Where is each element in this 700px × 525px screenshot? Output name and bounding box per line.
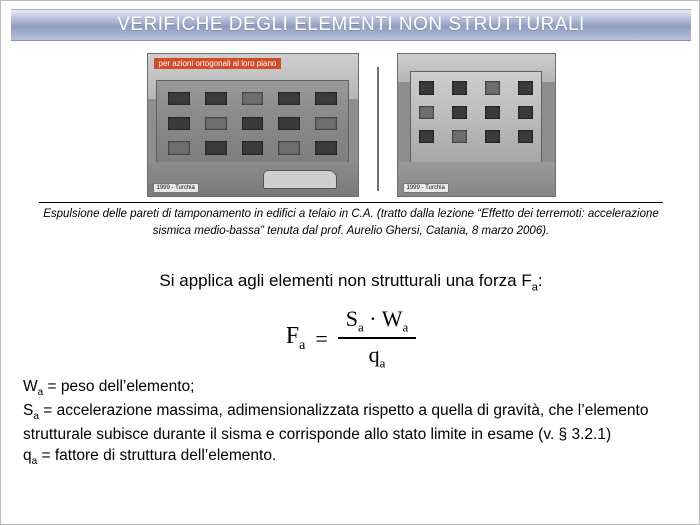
photo-window [485, 106, 500, 119]
photo-window [315, 92, 337, 105]
images-row [1, 53, 700, 201]
figure-caption: Espulsione delle pareti di tamponamento in edifici a telaio in C.A. (tratto dalla lezione “Effetto dei terremoti: accelerazione sismica medio-bassa” tenuta dal prof. Aurelio Ghersi, Catania, 8 marzo 2006). [43, 208, 659, 237]
definition-text: = fattore di struttura dell’elemento. [37, 447, 277, 465]
formula-fraction [338, 306, 417, 371]
photo-window [518, 106, 533, 119]
definition-subscript: a [31, 456, 38, 468]
photo-window-row [168, 92, 336, 105]
formula-num-dot: · [369, 306, 377, 331]
photo-window [518, 81, 533, 94]
definition-item [23, 376, 683, 400]
photo-left [147, 53, 359, 197]
photo-window [419, 106, 434, 119]
lead-subscript: a [531, 281, 538, 294]
photo-right [397, 53, 556, 197]
formula [1, 306, 700, 371]
photo-window [452, 130, 467, 143]
photo-window [205, 92, 227, 105]
photo-window [419, 130, 434, 143]
photo-window [278, 117, 300, 130]
photo-window-row [419, 106, 533, 119]
slide-title-bar [11, 9, 691, 41]
lead-text-after: : [537, 271, 543, 290]
photo-window [168, 117, 190, 130]
formula-num-s: S [345, 306, 358, 331]
photo-window [419, 81, 434, 94]
formula-num-w-sub: a [402, 319, 409, 335]
photo-window [452, 81, 467, 94]
definitions-list [23, 376, 683, 469]
definition-subscript: a [37, 387, 44, 399]
photo-left-bottom-label: 1999 - Turchia [153, 183, 199, 193]
formula-numerator [338, 306, 417, 337]
photo-window [242, 92, 264, 105]
definition-text: = peso dell’elemento; [43, 378, 195, 395]
photo-building [156, 80, 349, 164]
photo-window-row [419, 130, 533, 143]
caption-divider [39, 202, 663, 203]
definition-item [23, 400, 683, 445]
photo-window-row [419, 81, 533, 94]
formula-denominator [361, 339, 394, 371]
photo-window-row [168, 141, 336, 154]
definition-symbol: S [23, 401, 34, 419]
page-title: VERIFICHE DEGLI ELEMENTI NON STRUTTURALI [117, 14, 585, 35]
photo-window [205, 141, 227, 154]
photo-window [242, 117, 264, 130]
formula-den-q-sub: a [379, 355, 386, 371]
photo-window [485, 130, 500, 143]
definition-text: = accelerazione massima, adimensionalizzata rispetto a quella di gravità, che l’elemento strutturale subisce durante il sisma e corrisponde allo stato limite in esame (v. § 3.2.1) [23, 401, 649, 443]
photo-right-bottom-label: 1999 - Turchia [403, 183, 449, 193]
photo-window [168, 92, 190, 105]
photo-window [485, 81, 500, 94]
photo-car [263, 170, 336, 189]
photo-window [315, 141, 337, 154]
formula-equals: = [315, 325, 328, 351]
lead-sentence [1, 271, 700, 293]
lead-text-before: Si applica agli elementi non strutturali una forza F [159, 271, 532, 290]
photo-divider [377, 67, 379, 191]
photo-window-row [168, 117, 336, 130]
definition-symbol: W [23, 378, 38, 395]
photo-building [410, 71, 542, 167]
photo-window [452, 106, 467, 119]
photo-window [518, 130, 533, 143]
photo-left-top-label: per azioni ortogonali al loro piano [154, 58, 282, 69]
definition-item [23, 445, 683, 469]
formula-den-q: q [368, 341, 380, 367]
photo-window [278, 92, 300, 105]
definition-symbol: q [23, 447, 32, 465]
photo-window [278, 141, 300, 154]
formula-num-w: W [381, 306, 403, 331]
formula-lhs-sub: a [299, 338, 306, 354]
formula-lhs [286, 323, 306, 354]
formula-lhs-symbol: F [285, 323, 300, 350]
photo-window [205, 117, 227, 130]
photo-window [315, 117, 337, 130]
definition-subscript: a [33, 410, 39, 422]
photo-window [242, 141, 264, 154]
photo-window [168, 141, 190, 154]
formula-num-s-sub: a [357, 319, 364, 335]
